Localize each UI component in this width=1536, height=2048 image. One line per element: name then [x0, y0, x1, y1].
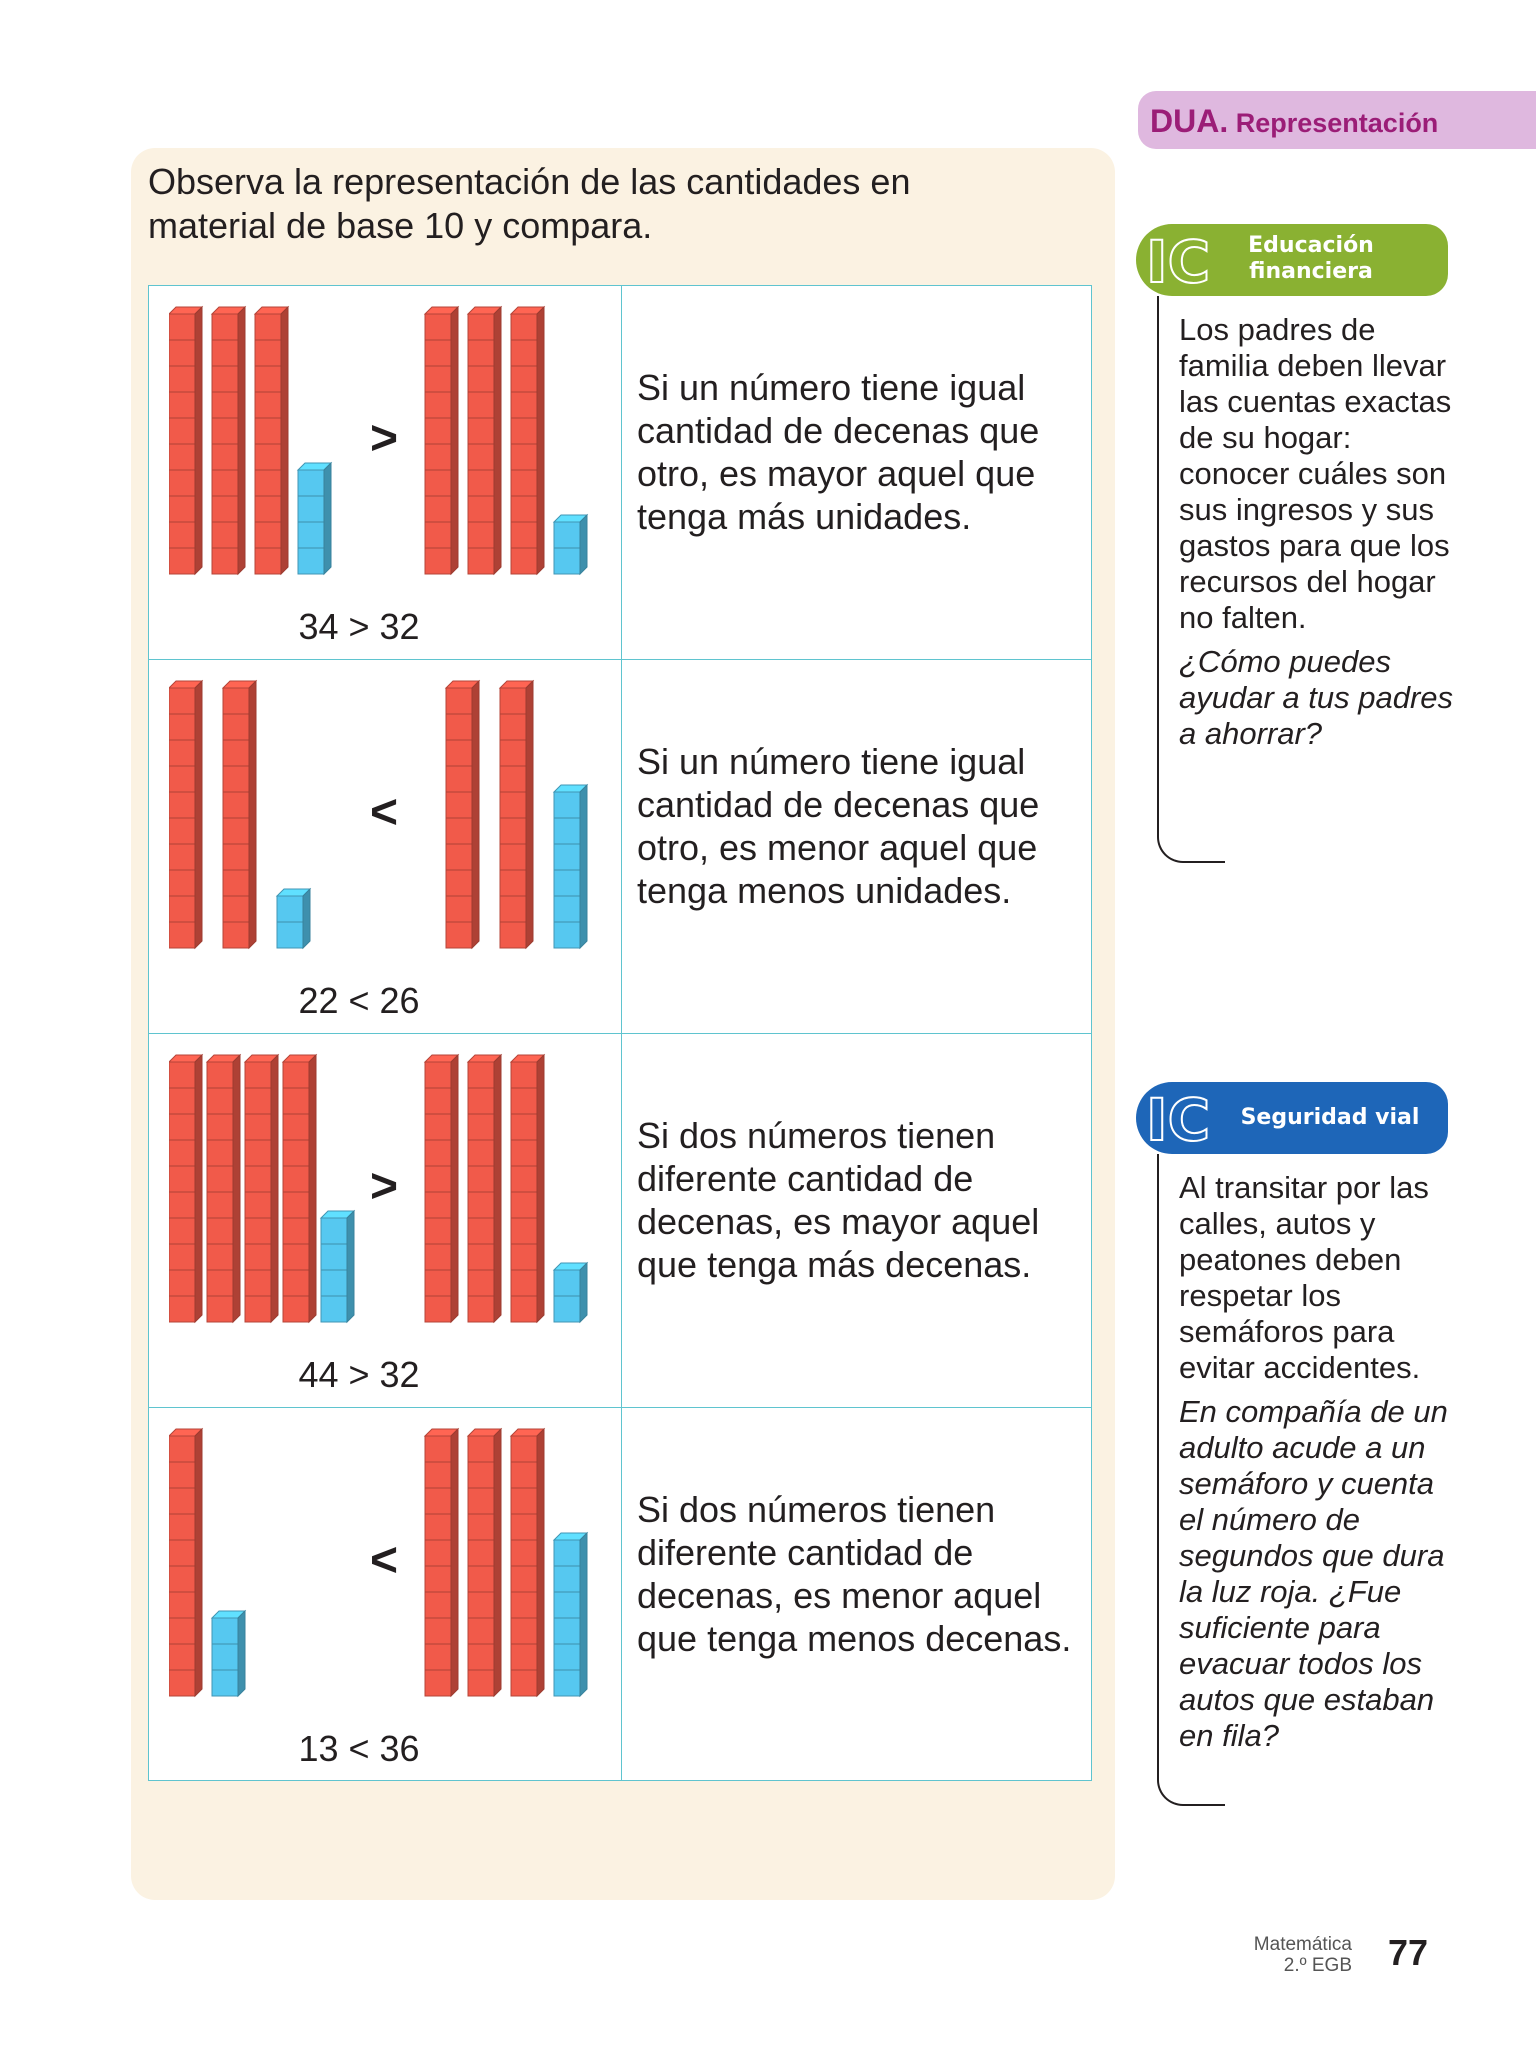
unit-cubes — [277, 889, 310, 948]
rule-text: Si dos números tienen diferente cantidad de decenas, es menor aquel que tenga menos decenas. — [637, 1489, 1072, 1659]
card-body-finance — [1179, 312, 1459, 752]
ten-rod — [468, 307, 501, 574]
unit-cubes — [298, 463, 331, 574]
card-header-finance — [1136, 224, 1448, 296]
ten-rod — [446, 681, 479, 948]
dua-prefix: DUA. — [1150, 103, 1229, 139]
card-text: Los padres de familia deben llevar las cuentas exactas de su hogar: conocer cuáles son sus ingresos y sus gastos para que los recursos del hogar no falten. — [1179, 312, 1452, 635]
comparison-label: 13 < 36 — [298, 1728, 420, 1769]
dua-label — [1150, 103, 1438, 140]
unit-cubes — [554, 515, 587, 574]
grade: 2.º EGB — [1283, 1955, 1352, 1976]
unit-cubes — [212, 1611, 245, 1696]
unit-cubes — [554, 1533, 587, 1696]
ten-rod — [169, 1055, 202, 1322]
card-title: Seguridad vial — [1240, 1105, 1420, 1130]
ten-rod — [468, 1429, 501, 1696]
ten-rod — [245, 1055, 278, 1322]
rule-text: Si dos números tienen diferente cantidad de decenas, es mayor aquel que tenga más decenas. — [637, 1115, 1040, 1285]
ic-logo-icon — [1144, 1090, 1210, 1146]
comparison-symbol: > — [369, 1160, 399, 1213]
row-divider — [149, 1033, 1091, 1034]
card-title: Educación financiera — [1248, 233, 1374, 284]
ten-rod — [425, 1429, 458, 1696]
comparison-label: 44 > 32 — [298, 1354, 420, 1395]
dua-title: Representación — [1235, 108, 1439, 138]
footer-subject — [1222, 1934, 1352, 1976]
page-number: 77 — [1388, 1932, 1429, 1973]
base10-blocks-row-1 — [169, 304, 599, 594]
ic-logo-icon — [1144, 232, 1210, 288]
svg-text:IC: IC — [1146, 1090, 1210, 1146]
ten-rod — [511, 1055, 544, 1322]
card-question: ¿Cómo puedes ayudar a tus padres a ahorrar? — [1179, 644, 1454, 751]
ten-rod — [255, 307, 288, 574]
comparison-label: 22 < 26 — [298, 980, 420, 1021]
base10-blocks-row-2 — [169, 678, 599, 968]
rule-text: Si un número tiene igual cantidad de decenas que otro, es menor aquel que tenga menos unidades. — [637, 741, 1040, 911]
ten-rod — [283, 1055, 316, 1322]
card-body-road-safety — [1179, 1170, 1459, 1754]
card-header-road-safety — [1136, 1082, 1448, 1154]
ten-rod — [169, 1429, 202, 1696]
ten-rod — [223, 681, 256, 948]
ten-rod — [212, 307, 245, 574]
comparison-symbol: < — [369, 786, 399, 839]
row-divider — [149, 1407, 1091, 1408]
subject: Matemática — [1253, 1934, 1352, 1955]
card-question: En compañía de un adulto acude a un semáforo y cuenta el número de segundos que dura la luz roja. ¿Fue suficiente para evacuar todos los autos que estaban en fila? — [1179, 1394, 1448, 1753]
row-divider — [149, 659, 1091, 660]
comparison-symbol: > — [369, 412, 399, 465]
base10-blocks-row-3 — [169, 1052, 599, 1342]
ten-rod — [500, 681, 533, 948]
ten-rod — [425, 307, 458, 574]
ten-rod — [511, 1429, 544, 1696]
svg-text:IC: IC — [1146, 232, 1210, 288]
ten-rod — [511, 307, 544, 574]
comparison-symbol: < — [369, 1534, 399, 1587]
ten-rod — [468, 1055, 501, 1322]
card-text: Al transitar por las calles, autos y peatones deben respetar los semáforos para evitar accidentes. — [1179, 1170, 1429, 1385]
base10-blocks-row-4 — [169, 1426, 599, 1716]
ten-rod — [207, 1055, 240, 1322]
comparison-table — [148, 285, 1092, 1781]
rule-text: Si un número tiene igual cantidad de decenas que otro, es mayor aquel que tenga más unidades. — [637, 367, 1040, 537]
ten-rod — [169, 307, 202, 574]
instruction-text: Observa la representación de las cantidades en material de base 10 y compara. — [148, 161, 911, 246]
comparison-label: 34 > 32 — [298, 606, 420, 647]
unit-cubes — [321, 1211, 354, 1322]
unit-cubes — [554, 1263, 587, 1322]
ten-rod — [169, 681, 202, 948]
ten-rod — [425, 1055, 458, 1322]
unit-cubes — [554, 785, 587, 948]
